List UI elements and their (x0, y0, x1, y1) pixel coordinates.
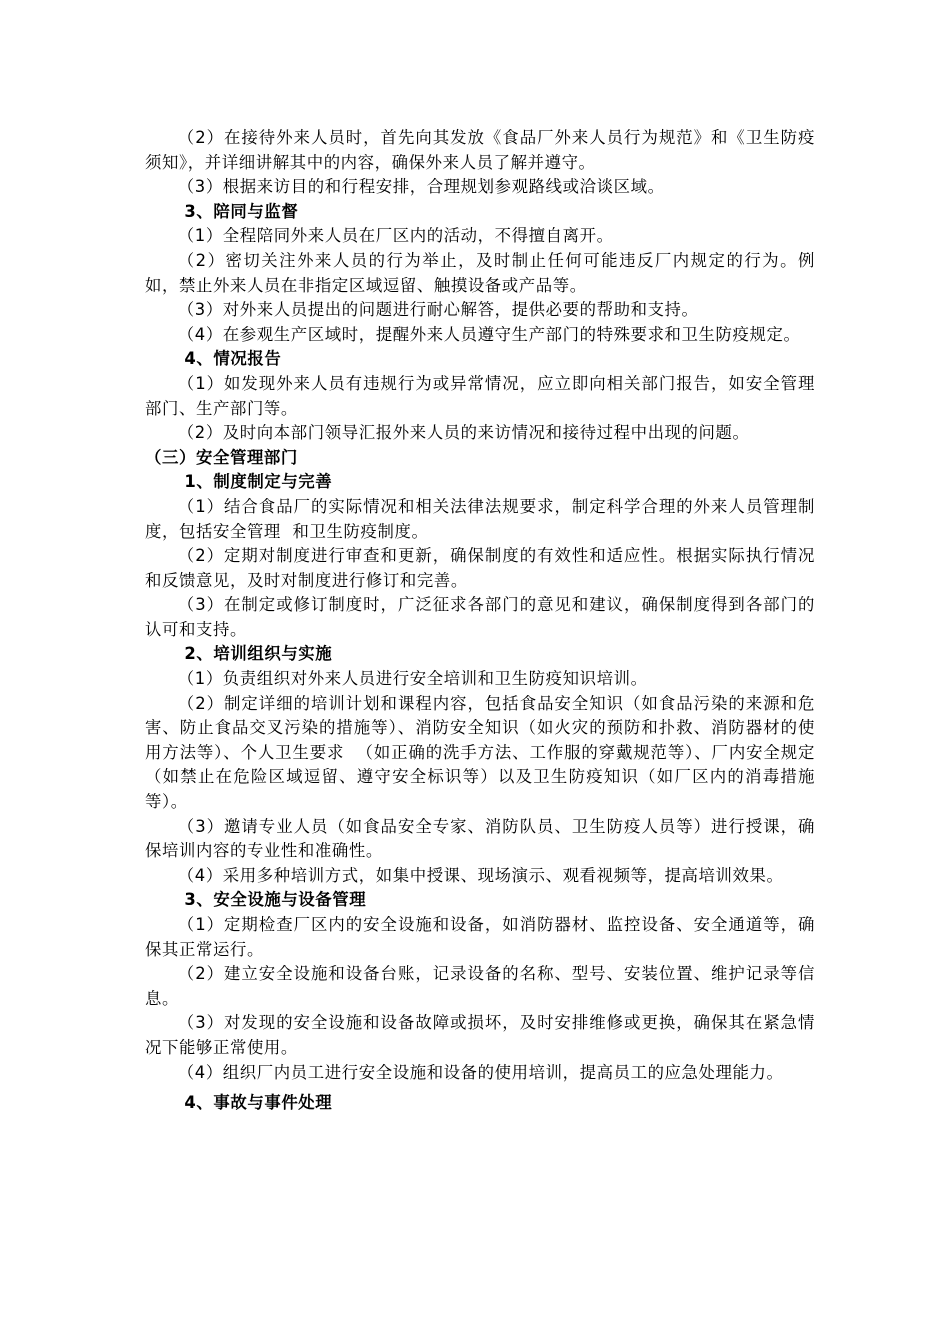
document-body (145, 126, 815, 1116)
paragraph: （1）负责组织对外来人员进行安全培训和卫生防疫知识培训。 (177, 669, 648, 689)
section-heading: 3、陪同与监督 (184, 201, 299, 221)
paragraph: （4）在参观生产区域时，提醒外来人员遵守生产部门的特殊要求和卫生防疫规定。 (177, 324, 801, 344)
paragraph: （1）结合食品厂的实际情况和相关法律法规要求，制定科学合理的外来人员管理制度，包括安全管理 和卫生防疫制度。 (145, 496, 815, 541)
section-heading: 2、培训组织与实施 (184, 644, 333, 664)
paragraph: （2）定期对制度进行审查和更新，确保制度的有效性和适应性。根据实际执行情况和反馈意见，及时对制度进行修订和完善。 (145, 546, 815, 590)
paragraph: （2）密切关注外来人员的行为举止，及时制止任何可能违反厂内规定的行为。例如，禁止外来人员在非指定区域逗留、触摸设备或产品等。 (145, 250, 815, 295)
paragraph: （4）组织厂内员工进行安全设施和设备的使用培训，提高员工的应急处理能力。 (177, 1062, 784, 1082)
paragraph: （2）及时向本部门领导汇报外来人员的来访情况和接待过程中出现的问题。 (177, 423, 750, 443)
paragraph: （4）采用多种培训方式，如集中授课、现场演示、观看视频等，提高培训效果。 (177, 865, 784, 885)
section-heading: 4、情况报告 (184, 349, 282, 369)
paragraph: （3）对发现的安全设施和设备故障或损坏，及时安排维修或更换，确保其在紧急情况下能够正常使用。 (145, 1013, 815, 1057)
chapter-heading: （三）安全管理部门 (145, 447, 298, 467)
paragraph: （2）建立安全设施和设备台账，记录设备的名称、型号、安装位置、维护记录等信息。 (145, 964, 815, 1008)
section-heading: 4、事故与事件处理 (184, 1093, 333, 1113)
section-heading: 3、安全设施与设备管理 (184, 890, 367, 910)
paragraph: （3）邀请专业人员（如食品安全专家、消防队员、卫生防疫人员等）进行授课，确保培训内容的专业性和准确性。 (145, 816, 815, 861)
paragraph: （2）制定详细的培训计划和课程内容，包括食品安全知识（如食品污染的来源和危害、防止食品交叉污染的措施等）、消防安全知识（如火灾的预防和扑救、消防器材的使用方法等）、个人卫生要求 （如正确的洗手方法、工作服的穿戴规范等）、厂内安全规定（如禁止在危险区域逗留、遵守安全标识等）以及卫生防疫知识（如厂区内的消毒措施等）。 (145, 693, 815, 812)
paragraph: （1）全程陪同外来人员在厂区内的活动，不得擅自离开。 (177, 226, 614, 246)
paragraph: （1）定期检查厂区内的安全设施和设备，如消防器材、监控设备、安全通道等，确保其正常运行。 (145, 915, 815, 959)
paragraph: （2）在接待外来人员时，首先向其发放《食品厂外来人员行为规范》和《卫生防疫须知》，并详细讲解其中的内容，确保外来人员了解并遵守。 (145, 128, 815, 172)
paragraph: （3）在制定或修订制度时，广泛征求各部门的意见和建议，确保制度得到各部门的认可和支持。 (145, 595, 815, 639)
paragraph: （3）根据来访目的和行程安排，合理规划参观路线或洽谈区域。 (177, 177, 665, 197)
section-heading: 1、制度制定与完善 (184, 472, 333, 492)
paragraph: （3）对外来人员提出的问题进行耐心解答，提供必要的帮助和支持。 (177, 300, 699, 320)
paragraph: （1）如发现外来人员有违规行为或异常情况，应立即向相关部门报告，如安全管理部门、生产部门等。 (145, 373, 815, 418)
